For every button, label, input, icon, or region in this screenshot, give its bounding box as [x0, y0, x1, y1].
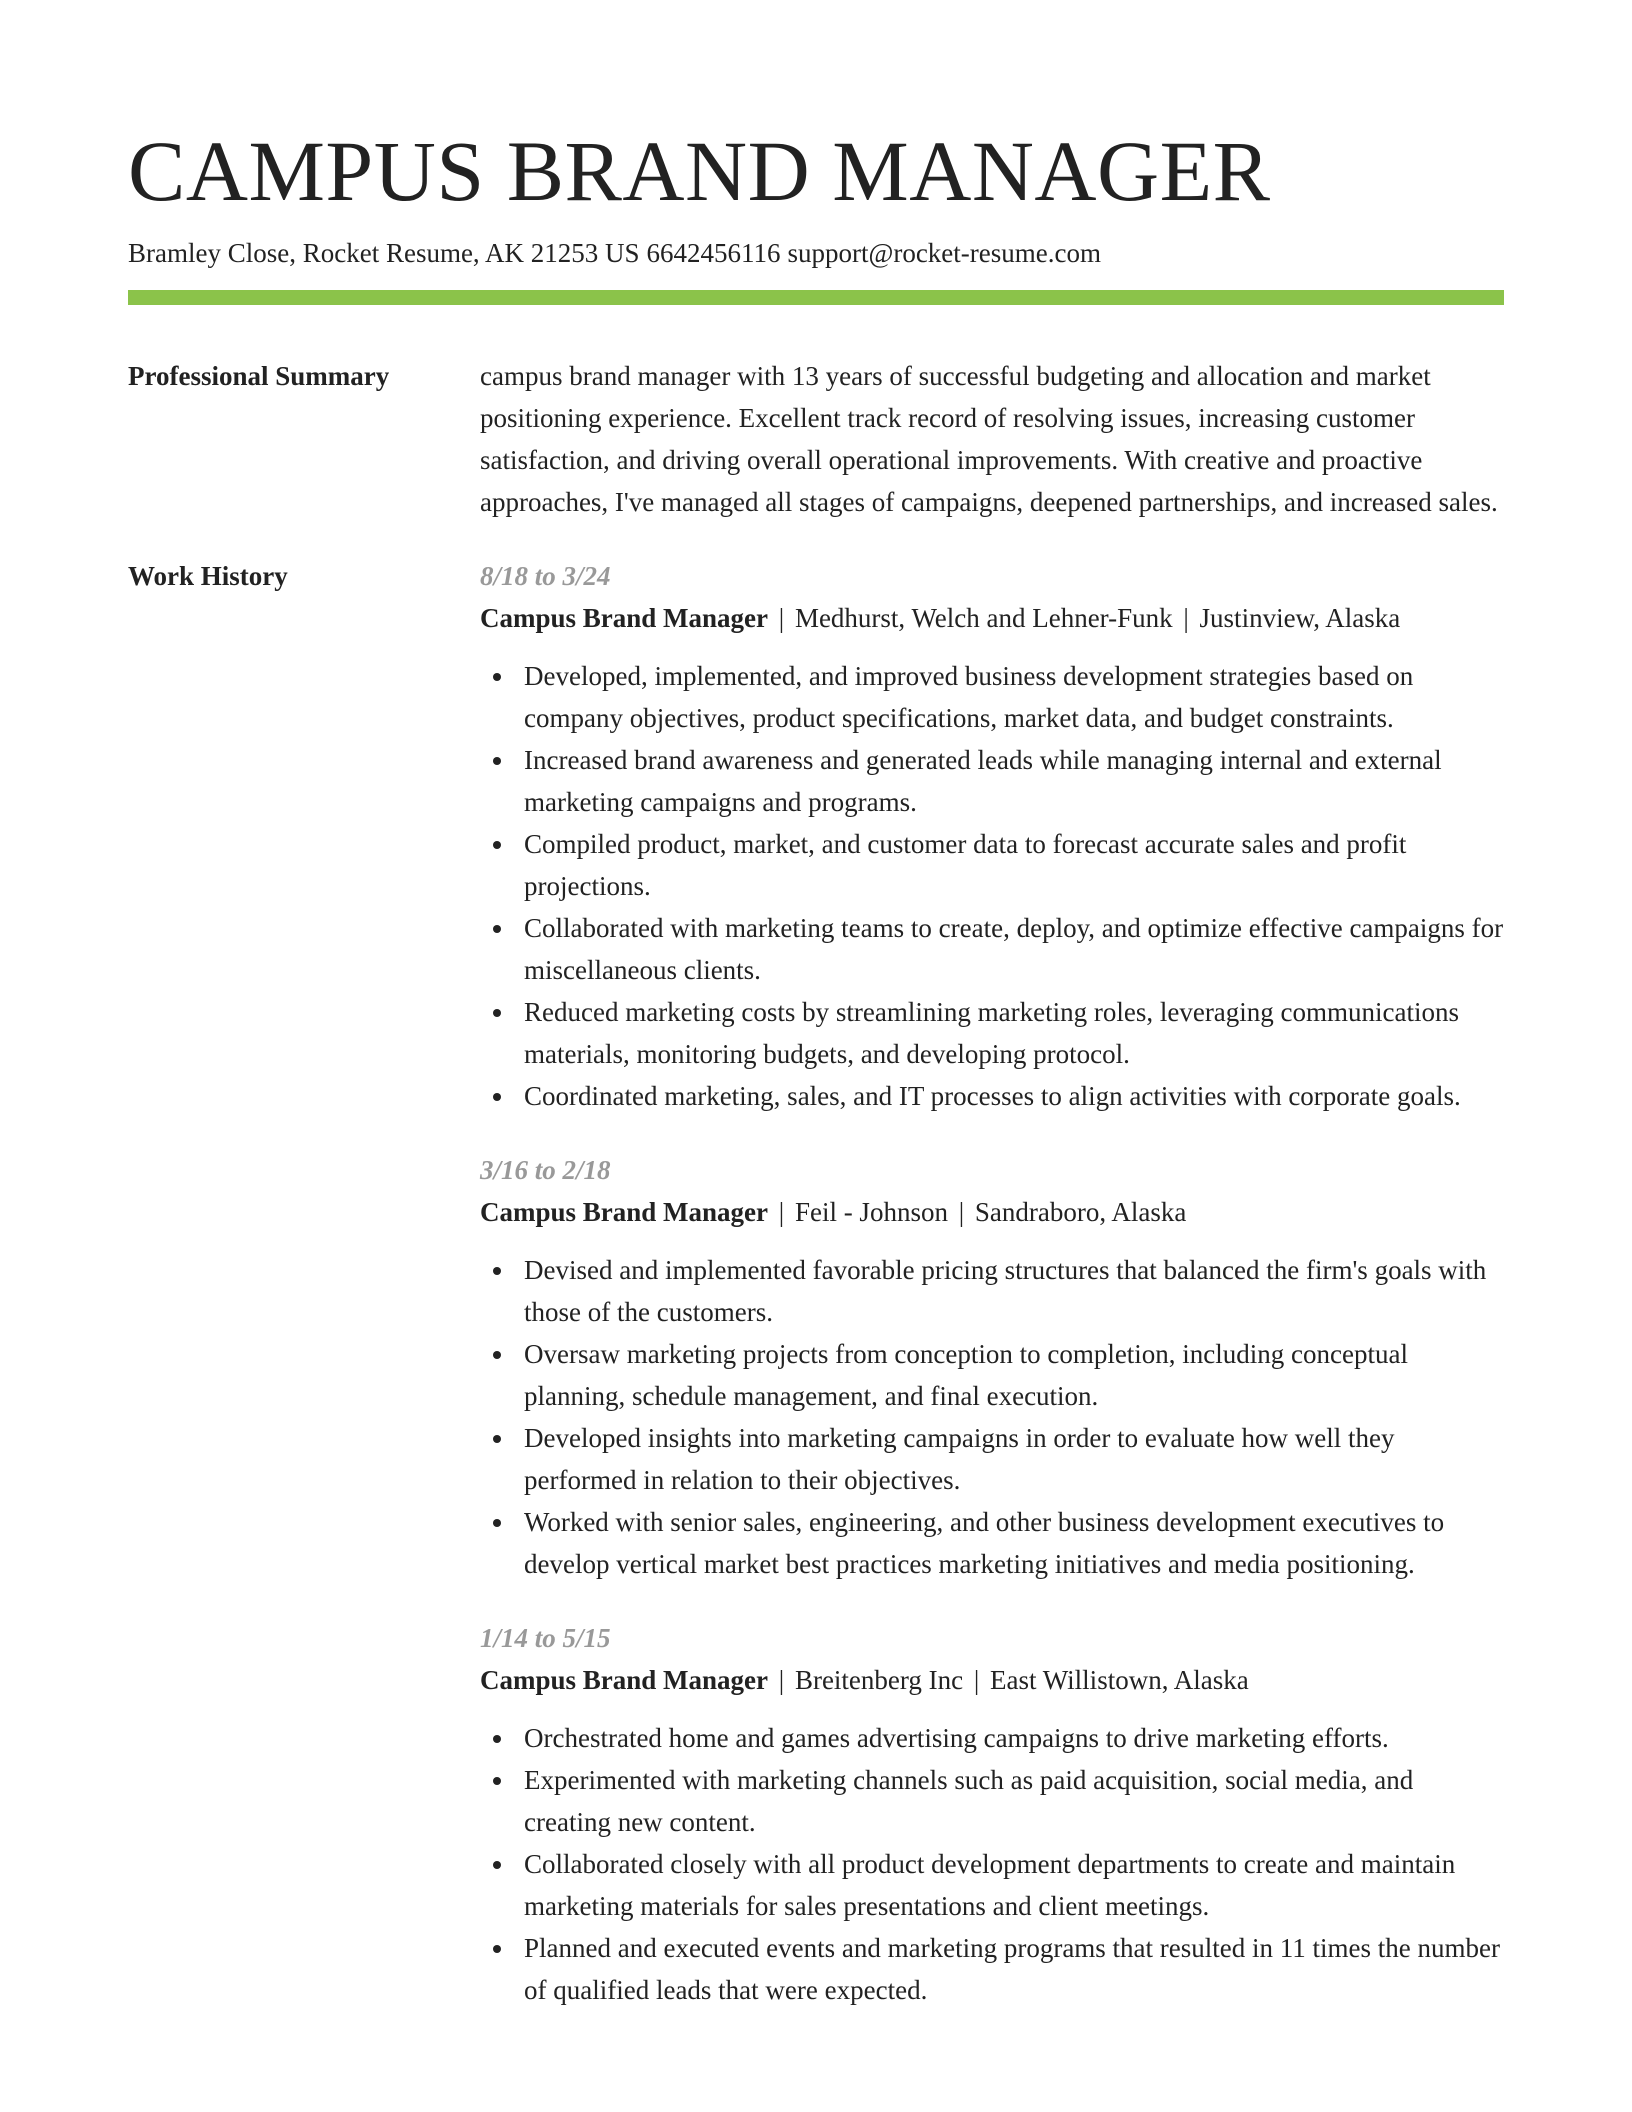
job-bullet [524, 1333, 1504, 1417]
job-heading [480, 597, 1504, 639]
job-bullet-text: Experimented with marketing channels such as paid acquisition, social media, and creating new content. [524, 1765, 1414, 1837]
resume-name: CAMPUS BRAND MANAGER [128, 123, 1271, 219]
bullet-dot-icon [493, 757, 501, 765]
summary-heading: Professional Summary [128, 361, 390, 391]
contact-email: support@rocket-resume.com [787, 238, 1101, 268]
job-bullet-text: Orchestrated home and games advertising campaigns to drive marketing efforts. [524, 1723, 1389, 1753]
bullet-dot-icon [493, 1351, 501, 1359]
bullet-dot-icon [493, 1267, 501, 1275]
bullet-dot-icon [493, 1519, 501, 1527]
job-bullets [480, 1249, 1504, 1585]
job-bullet-text: Coordinated marketing, sales, and IT processes to align activities with corporate goals. [524, 1081, 1461, 1111]
job-title: Campus Brand Manager [480, 1665, 769, 1695]
job-entry [480, 555, 1504, 1117]
job-separator: | [1183, 603, 1189, 633]
job-title: Campus Brand Manager [480, 603, 769, 633]
job-bullet-text: Worked with senior sales, engineering, and other business development executives to develop vertical market best practices marketing initiatives and media positioning. [524, 1507, 1445, 1579]
job-bullet [524, 739, 1504, 823]
summary-text: campus brand manager with 13 years of successful budgeting and allocation and market positioning experience. Excellent track record of resolving issues, increasing customer satisfaction, and driving overall operational improvements. With creative and proactive approaches, I've managed all stages of campaigns, deepened partnerships, and increased sales. [480, 361, 1498, 517]
bullet-dot-icon [493, 925, 501, 933]
job-bullet [524, 1501, 1504, 1585]
job-bullets [480, 1717, 1504, 2011]
job-separator: | [958, 1197, 965, 1227]
job-entry [480, 1617, 1504, 2011]
job-bullet [524, 655, 1504, 739]
summary-section [128, 355, 1504, 523]
job-bullet [524, 1927, 1504, 2011]
job-entry [480, 1149, 1504, 1585]
accent-divider [128, 290, 1504, 305]
job-separator: | [778, 603, 785, 633]
bullet-dot-icon [493, 1861, 501, 1869]
job-bullet [524, 823, 1504, 907]
job-bullet-text: Developed, implemented, and improved business development strategies based on company objectives, product specifications, market data, and budget constraints. [524, 661, 1414, 733]
job-bullet-text: Compiled product, market, and customer data to forecast accurate sales and profit projections. [524, 829, 1407, 901]
job-dates: 3/16 to 2/18 [480, 1155, 611, 1185]
job-bullet [524, 991, 1504, 1075]
bullet-dot-icon [493, 673, 501, 681]
contact-address: Bramley Close, Rocket Resume, AK 21253 US [128, 238, 640, 268]
job-bullet [524, 1843, 1504, 1927]
job-location: Sandraboro, Alaska [974, 1197, 1187, 1227]
job-company: Feil - Johnson [794, 1197, 948, 1227]
job-location: Justinview, Alaska [1199, 603, 1401, 633]
job-heading [480, 1191, 1504, 1233]
job-bullet [524, 1759, 1504, 1843]
job-bullet-text: Devised and implemented favorable pricing structures that balanced the firm's goals with those of the customers. [524, 1255, 1487, 1327]
job-bullet-text: Planned and executed events and marketing programs that resulted in 11 times the number of qualified leads that were expected. [524, 1933, 1500, 2005]
job-heading [480, 1659, 1504, 1701]
job-bullet-text: Collaborated with marketing teams to create, deploy, and optimize effective campaigns for miscellaneous clients. [524, 913, 1504, 985]
job-bullet-text: Increased brand awareness and generated leads while managing internal and external marketing campaigns and programs. [524, 745, 1442, 817]
work-history-body [480, 555, 1504, 2011]
job-bullet-text: Oversaw marketing projects from conception to completion, including conceptual planning, schedule management, and final execution. [524, 1339, 1408, 1411]
bullet-dot-icon [493, 1435, 501, 1443]
contact-line [128, 235, 1504, 271]
job-bullet [524, 1717, 1504, 1759]
bullet-dot-icon [493, 841, 501, 849]
job-separator: | [973, 1665, 980, 1695]
job-bullet [524, 1249, 1504, 1333]
job-location: East Willistown, Alaska [990, 1665, 1249, 1695]
job-bullet-text: Collaborated closely with all product development departments to create and maintain marketing materials for sales presentations and client meetings. [524, 1849, 1456, 1921]
bullet-dot-icon [493, 1777, 501, 1785]
job-dates: 8/18 to 3/24 [480, 561, 611, 591]
job-bullet-text: Developed insights into marketing campaigns in order to evaluate how well they performed in relation to their objectives. [524, 1423, 1395, 1495]
resume-page [128, 0, 1504, 2011]
work-history-heading: Work History [128, 561, 288, 591]
job-company: Medhurst, Welch and Lehner-Funk [794, 603, 1173, 633]
job-bullet [524, 1075, 1504, 1117]
contact-phone: 6642456116 [646, 238, 781, 268]
job-title: Campus Brand Manager [480, 1197, 769, 1227]
work-history-section [128, 555, 1504, 2011]
summary-body [480, 355, 1504, 523]
job-separator: | [778, 1197, 785, 1227]
job-dates: 1/14 to 5/15 [480, 1623, 611, 1653]
bullet-dot-icon [493, 1945, 501, 1953]
bullet-dot-icon [493, 1009, 501, 1017]
job-bullet-text: Reduced marketing costs by streamlining marketing roles, leveraging communications materials, monitoring budgets, and developing protocol. [524, 997, 1460, 1069]
job-separator: | [778, 1665, 785, 1695]
job-bullet [524, 1417, 1504, 1501]
job-bullets [480, 655, 1504, 1117]
job-bullet [524, 907, 1504, 991]
bullet-dot-icon [493, 1093, 501, 1101]
job-company: Breitenberg Inc [794, 1665, 964, 1695]
bullet-dot-icon [493, 1735, 501, 1743]
